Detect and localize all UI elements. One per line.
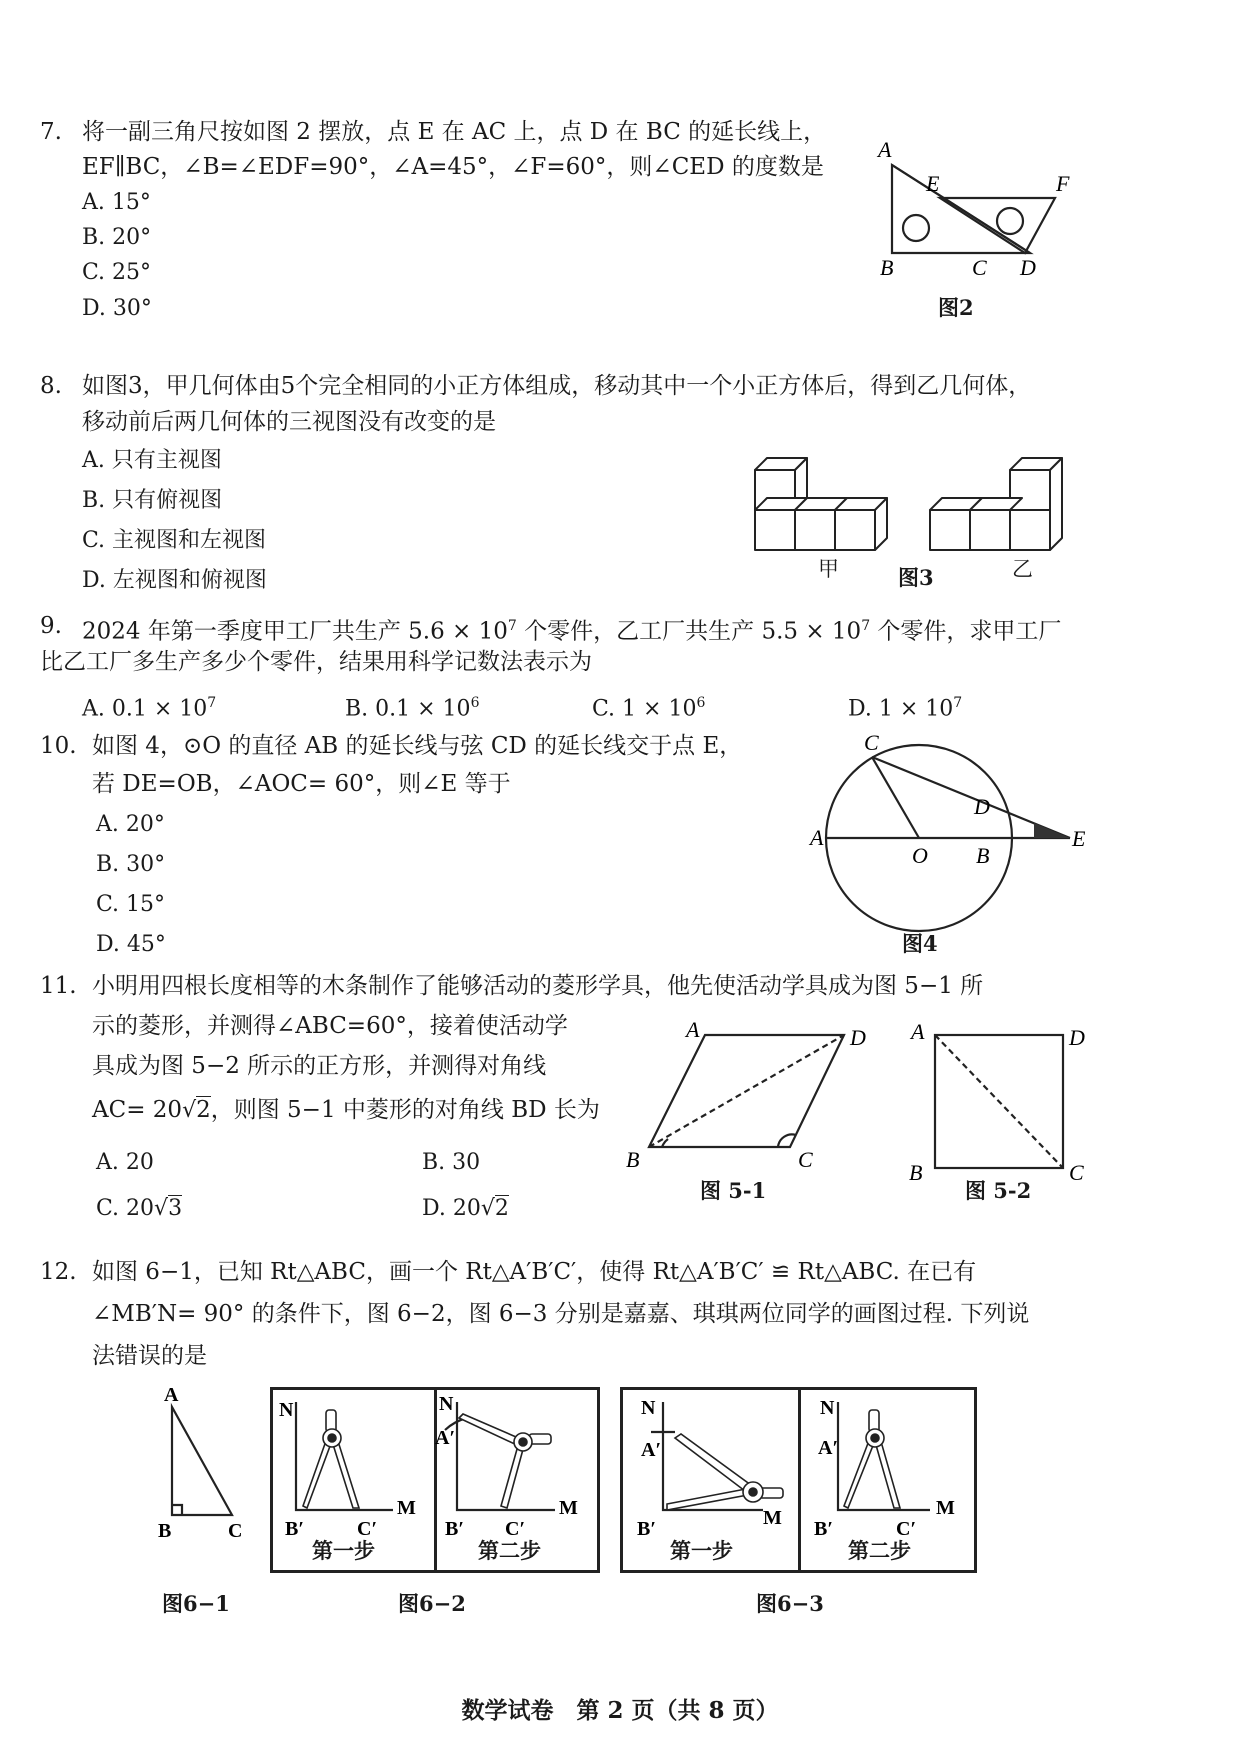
q11-text-line3: 具成为图 5−2 所示的正方形，并测得对角线	[92, 1053, 547, 1079]
fig63-s2-label-c: C′	[896, 1518, 917, 1540]
fig63-s2-compass-leg-right	[874, 1438, 900, 1508]
q10-number: 10.	[40, 733, 77, 759]
fig62-s2-label-a: A′	[435, 1427, 456, 1449]
q11-option-c-text: C. 20	[96, 1196, 155, 1221]
q10-option-c: C. 15°	[96, 892, 166, 917]
fig3-label-jia: 甲	[818, 557, 839, 581]
fig63-step1-drawing	[623, 1390, 798, 1540]
figure-2-set-squares	[860, 125, 1090, 295]
fig62-s2-label-b: B′	[445, 1518, 464, 1540]
fig51-label-c: C	[798, 1147, 813, 1172]
fig52-label-a: A	[911, 1019, 925, 1044]
q12-text-line1: 如图 6−1，已知 Rt△ABC，画一个 Rt△A′B′C′，使得 Rt△A′B′C′ ≌ Rt△ABC. 在已有	[92, 1259, 977, 1285]
q11-option-b: B. 30	[422, 1150, 481, 1175]
fig61-right-angle-mark	[172, 1505, 182, 1515]
q7-option-a: A. 15°	[82, 190, 151, 215]
q7-option-b: B. 20°	[82, 225, 152, 250]
fig51-caption: 图 5-1	[700, 1178, 767, 1203]
fig2-caption: 图2	[938, 295, 974, 320]
fig63-s2-compass-leg-left	[844, 1438, 876, 1508]
fig63-s1-label-b: B′	[637, 1518, 656, 1540]
fig62-s1-label-m: M	[397, 1497, 416, 1519]
q10-text-line1: 如图 4，⊙O 的直径 AB 的延长线与弦 CD 的延长线交于点 E，	[92, 733, 743, 759]
q11-text-line4	[92, 1096, 600, 1125]
fig62-s2-label-m: M	[559, 1497, 578, 1519]
fig3-label-yi: 乙	[1012, 557, 1033, 581]
fig52-label-b: B	[909, 1160, 923, 1185]
fig62-step2-label: 第二步	[478, 1538, 541, 1563]
fig4-label-c: C	[864, 730, 879, 755]
q9-line1-exp1: 7	[507, 618, 517, 634]
sqrt-icon: √	[154, 1196, 169, 1221]
q8-text-line2: 移动前后两几何体的三视图没有改变的是	[82, 409, 496, 435]
fig61-label-c: C	[228, 1520, 243, 1542]
q10-option-b: B. 30°	[96, 852, 166, 877]
q9-option-c-base: C. 1 × 10	[592, 696, 697, 722]
q10-option-d: D. 45°	[96, 932, 166, 957]
q11-option-d	[422, 1196, 509, 1222]
fig62-step1-drawing	[273, 1390, 433, 1540]
fig63-s1-label-a: A′	[641, 1439, 662, 1461]
q11-option-c	[96, 1196, 182, 1222]
fig63-step1-label: 第一步	[670, 1538, 733, 1563]
fig62-step1-label: 第一步	[312, 1538, 375, 1563]
q9-option-c	[592, 690, 705, 722]
q8-option-b: B. 只有俯视图	[82, 488, 223, 513]
fig4-label-d: D	[974, 794, 990, 819]
fig62-s2-label-c: C′	[505, 1518, 526, 1540]
q11-option-d-radicand: 2	[494, 1196, 509, 1221]
q9-line1-exp2: 7	[861, 618, 871, 634]
fig61-triangle	[172, 1407, 232, 1515]
q11-option-c-radicand: 3	[168, 1196, 183, 1221]
q9-number: 9.	[40, 613, 62, 639]
q11-line4-radicand: 2	[196, 1097, 211, 1123]
fig63-s2-label-a: A′	[818, 1437, 839, 1459]
q7-text-line1: 将一副三角尺按如图 2 摆放，点 E 在 AC 上，点 D 在 BC 的延长线上，	[82, 119, 827, 145]
q9-line1-part-a: 2024 年第一季度甲工厂共生产 5.6 × 10	[82, 618, 508, 645]
figure-3-cubes	[745, 425, 1085, 550]
fig4-line-oc	[872, 757, 919, 838]
fig63-caption: 图6−3	[756, 1591, 824, 1616]
fig63-step2-drawing	[800, 1390, 975, 1540]
q11-option-a: A. 20	[96, 1150, 154, 1175]
fig62-s2-compass-leg-lower	[501, 1442, 525, 1508]
fig51-label-d: D	[850, 1025, 866, 1050]
fig2-label-f: F	[1056, 171, 1070, 196]
figure-5-1-rhombus	[620, 1015, 870, 1175]
q9-text-line1	[82, 612, 1061, 646]
fig2-label-a: A	[878, 137, 892, 162]
fig63-s1-label-m: M	[763, 1507, 782, 1529]
fig62-s1-compass-leg-left	[303, 1438, 333, 1508]
fig51-diagonal-bd	[649, 1035, 844, 1147]
sqrt-icon: √	[182, 1098, 197, 1123]
q9-option-d	[848, 690, 962, 722]
fig63-s1-compass-leg-lower	[667, 1488, 753, 1510]
q10-option-a: A. 20°	[96, 812, 165, 837]
fig63-step2-label: 第二步	[848, 1538, 911, 1563]
q11-text-line1: 小明用四根长度相等的木条制作了能够活动的菱形学具，他先使活动学具成为图 5−1 所	[92, 973, 984, 999]
fig52-label-c: C	[1069, 1160, 1084, 1185]
fig2-label-d: D	[1020, 255, 1036, 280]
fig2-hole-right	[997, 208, 1023, 234]
fig61-label-b: B	[158, 1520, 172, 1542]
fig2-hole-left	[903, 215, 929, 241]
q8-option-a: A. 只有主视图	[82, 448, 222, 473]
fig4-label-o: O	[912, 843, 928, 868]
q9-option-b-base: B. 0.1 × 10	[345, 696, 471, 722]
fig63-s1-compass-leg-upper	[675, 1434, 755, 1494]
q7-option-d: D. 30°	[82, 296, 152, 321]
fig3-solid-jia	[755, 458, 887, 550]
q9-option-d-base: D. 1 × 10	[848, 696, 954, 722]
q9-option-d-exp: 7	[953, 695, 963, 711]
q12-text-line2: ∠MB′N= 90° 的条件下，图 6−2，图 6−3 分别是嘉嘉、琪琪两位同学的画图过程. 下列说	[92, 1301, 1030, 1327]
q7-option-c: C. 25°	[82, 260, 152, 285]
q9-option-c-exp: 6	[696, 695, 706, 711]
q9-text-line2: 比乙工厂多生产多少个零件，结果用科学记数法表示为	[40, 649, 592, 675]
figure-4-circle	[810, 730, 1100, 960]
q9-option-a-exp: 7	[207, 695, 217, 711]
fig62-s1-label-b: B′	[285, 1518, 304, 1540]
fig61-label-a: A	[164, 1384, 179, 1406]
fig63-s2-label-m: M	[936, 1497, 955, 1519]
fig4-label-e: E	[1072, 826, 1086, 851]
q9-line1-part-b: 个零件，乙工厂共生产 5.5 × 10	[516, 618, 862, 645]
q12-text-line3: 法错误的是	[92, 1343, 207, 1369]
q8-text-line1: 如图3，甲几何体由5个完全相同的小正方体组成，移动其中一个小正方体后，得到乙几何体，	[82, 373, 1032, 399]
fig62-s2-label-n: N	[439, 1393, 454, 1415]
q7-number: 7.	[40, 119, 62, 145]
fig2-label-e: E	[926, 171, 940, 196]
q8-option-d: D. 左视图和俯视图	[82, 568, 267, 593]
q12-number: 12.	[40, 1259, 77, 1285]
q11-text-line2: 示的菱形，并测得∠ABC=60°，接着使活动学	[92, 1013, 568, 1039]
q11-number: 11.	[40, 973, 77, 999]
figure-6-1-triangle	[150, 1384, 260, 1542]
q11-line4-part-c: ，则图 5−1 中菱形的对角线 BD 长为	[210, 1097, 600, 1123]
fig2-label-b: B	[880, 255, 894, 280]
fig63-s2-label-b: B′	[814, 1518, 833, 1540]
fig62-s1-compass-leg-right	[331, 1438, 359, 1508]
q7-text-line2: EF∥BC，∠B=∠EDF=90°，∠A=45°，∠F=60°，则∠CED 的度数是	[82, 154, 824, 180]
fig52-label-d: D	[1069, 1025, 1085, 1050]
fig51-label-a: A	[686, 1017, 700, 1042]
figure-5-2-square	[905, 1015, 1105, 1185]
q9-line1-part-c: 个零件，求甲工厂	[870, 618, 1062, 645]
fig2-label-c: C	[972, 255, 987, 280]
q10-text-line2: 若 DE=OB，∠AOC= 60°，则∠E 等于	[92, 771, 511, 797]
q11-line4-part-a: AC= 20	[92, 1097, 183, 1123]
q8-number: 8.	[40, 373, 62, 399]
fig62-s1-label-n: N	[279, 1399, 294, 1421]
q9-option-b	[345, 690, 479, 722]
fig4-label-b: B	[976, 843, 990, 868]
fig52-caption: 图 5-2	[965, 1178, 1032, 1203]
fig51-label-b: B	[626, 1147, 640, 1172]
fig4-caption: 图4	[902, 931, 938, 956]
fig62-caption: 图6−2	[398, 1591, 466, 1616]
fig3-caption: 图3	[898, 565, 934, 590]
fig63-s1-label-n: N	[641, 1397, 656, 1419]
fig4-label-a: A	[810, 825, 824, 850]
fig62-s1-label-c: C′	[357, 1518, 378, 1540]
page-footer: 数学试卷 第 2 页（共 8 页）	[461, 1697, 779, 1724]
fig61-caption: 图6−1	[162, 1591, 230, 1616]
q9-option-a-base: A. 0.1 × 10	[82, 696, 208, 722]
fig52-diagonal-ac	[935, 1035, 1063, 1168]
q9-option-a	[82, 690, 216, 722]
fig63-s2-label-n: N	[820, 1397, 835, 1419]
q9-option-b-exp: 6	[470, 695, 480, 711]
sqrt-icon: √	[480, 1196, 495, 1221]
fig3-solid-yi	[930, 458, 1062, 550]
q8-option-c: C. 主视图和左视图	[82, 528, 267, 553]
q11-option-d-text: D. 20	[422, 1196, 481, 1221]
fig62-step2-drawing	[437, 1390, 597, 1540]
